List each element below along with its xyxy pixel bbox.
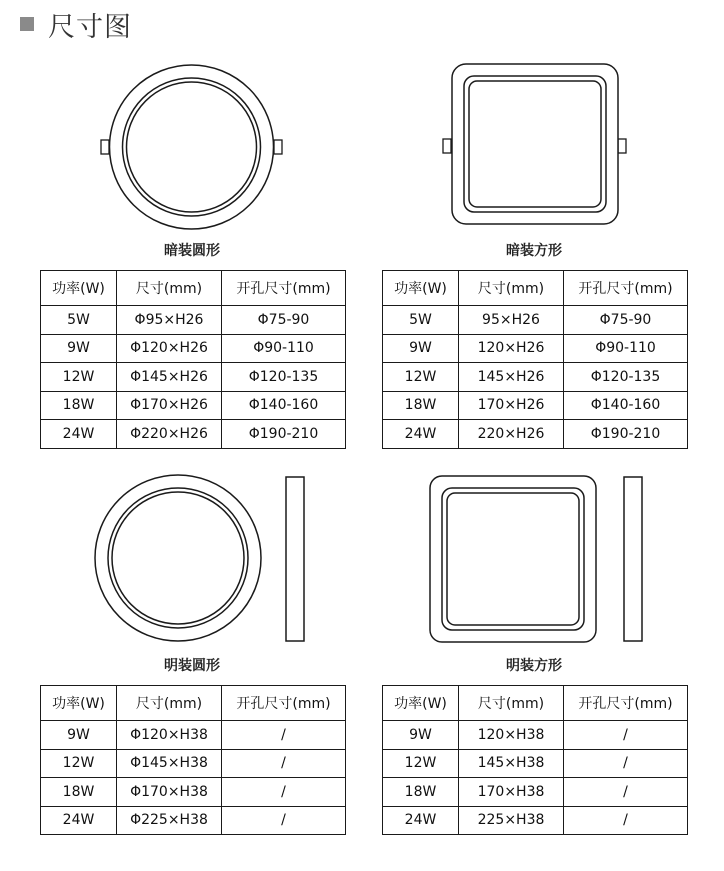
table-header-row (383, 686, 688, 721)
table-row (383, 334, 688, 363)
cell-power: 24W (383, 420, 459, 449)
cell-size: 170×H26 (459, 391, 564, 420)
cell-size: 120×H26 (459, 334, 564, 363)
table-row (41, 363, 346, 392)
cell-power: 9W (383, 721, 459, 750)
mounting-clip-right (618, 139, 626, 153)
cell-size: Φ170×H38 (117, 778, 222, 807)
caption-recessed-round: 暗装圆形 (164, 243, 220, 259)
outer-frame (452, 64, 618, 224)
table-header-row (41, 271, 346, 306)
mounting-clip-left (101, 140, 109, 154)
table-header-row (41, 686, 346, 721)
table-row (383, 749, 688, 778)
cell-cutout: / (222, 721, 346, 750)
mounting-clip-left (443, 139, 451, 153)
cell-cutout: / (564, 806, 688, 835)
bullet-square-icon (20, 17, 34, 31)
surface-round-table (40, 685, 346, 835)
page-title: 尺寸图 (48, 11, 132, 43)
recessed-square-drawing (438, 62, 632, 228)
caption-recessed-square: 暗装方形 (506, 243, 562, 259)
table-row (41, 306, 346, 335)
cell-size: 220×H26 (459, 420, 564, 449)
table-row (41, 391, 346, 420)
table-row (41, 420, 346, 449)
table-row (383, 778, 688, 807)
cell-cutout: Φ75-90 (564, 306, 688, 335)
header-power: 功率(W) (41, 271, 117, 306)
table-row (383, 721, 688, 750)
cell-size: Φ225×H38 (117, 806, 222, 835)
cell-power: 18W (41, 391, 117, 420)
cell-power: 9W (383, 334, 459, 363)
side-profile (624, 477, 642, 641)
table-header-row (383, 271, 688, 306)
cell-cutout: Φ75-90 (222, 306, 346, 335)
side-profile (286, 477, 304, 641)
cell-cutout: / (222, 778, 346, 807)
cell-size: Φ170×H26 (117, 391, 222, 420)
cell-power: 9W (41, 334, 117, 363)
cell-power: 18W (383, 778, 459, 807)
cell-cutout: Φ120-135 (222, 363, 346, 392)
header-power: 功率(W) (383, 271, 459, 306)
mounting-clip-right (274, 140, 282, 154)
cell-cutout: / (222, 806, 346, 835)
cell-size: Φ95×H26 (117, 306, 222, 335)
table-row (41, 334, 346, 363)
cell-size: Φ120×H38 (117, 721, 222, 750)
surface-round-drawing (94, 474, 308, 644)
cell-cutout: Φ190-210 (564, 420, 688, 449)
header-cutout: 开孔尺寸(mm) (564, 686, 688, 721)
cell-cutout: Φ90-110 (222, 334, 346, 363)
table-row (383, 420, 688, 449)
outer-rim (110, 65, 274, 229)
table-row (383, 391, 688, 420)
cell-power: 5W (41, 306, 117, 335)
cell-cutout: / (564, 749, 688, 778)
cell-power: 5W (383, 306, 459, 335)
cell-power: 9W (41, 721, 117, 750)
caption-surface-round: 明装圆形 (164, 658, 220, 674)
cell-power: 12W (41, 363, 117, 392)
cell-power: 24W (383, 806, 459, 835)
header-size: 尺寸(mm) (117, 271, 222, 306)
cell-power: 24W (41, 806, 117, 835)
caption-surface-square: 明装方形 (506, 658, 562, 674)
table-row (41, 721, 346, 750)
table-row (41, 806, 346, 835)
cell-size: 95×H26 (459, 306, 564, 335)
cell-power: 24W (41, 420, 117, 449)
cell-size: Φ145×H26 (117, 363, 222, 392)
outer-rim (95, 475, 261, 641)
cell-power: 12W (383, 363, 459, 392)
outer-frame (430, 476, 596, 642)
header-size: 尺寸(mm) (459, 271, 564, 306)
cell-size: Φ145×H38 (117, 749, 222, 778)
cell-size: 145×H26 (459, 363, 564, 392)
header-cutout: 开孔尺寸(mm) (222, 686, 346, 721)
cell-size: Φ120×H26 (117, 334, 222, 363)
header-size: 尺寸(mm) (117, 686, 222, 721)
cell-size: 170×H38 (459, 778, 564, 807)
cell-size: 120×H38 (459, 721, 564, 750)
table-row (383, 306, 688, 335)
cell-cutout: Φ90-110 (564, 334, 688, 363)
cell-size: 225×H38 (459, 806, 564, 835)
cell-power: 18W (41, 778, 117, 807)
cell-cutout: Φ120-135 (564, 363, 688, 392)
recessed-round-table (40, 270, 346, 449)
header-cutout: 开孔尺寸(mm) (564, 271, 688, 306)
table-row (383, 806, 688, 835)
cell-power: 12W (41, 749, 117, 778)
header-power: 功率(W) (383, 686, 459, 721)
table-row (41, 778, 346, 807)
cell-size: Φ220×H26 (117, 420, 222, 449)
cell-power: 18W (383, 391, 459, 420)
cell-cutout: Φ190-210 (222, 420, 346, 449)
cell-power: 12W (383, 749, 459, 778)
section-header (20, 8, 132, 43)
cell-cutout: / (564, 778, 688, 807)
header-size: 尺寸(mm) (459, 686, 564, 721)
recessed-square-table (382, 270, 688, 449)
cell-size: 145×H38 (459, 749, 564, 778)
surface-square-drawing (428, 474, 646, 644)
cell-cutout: Φ140-160 (564, 391, 688, 420)
cell-cutout: Φ140-160 (222, 391, 346, 420)
table-row (383, 363, 688, 392)
table-row (41, 749, 346, 778)
header-cutout: 开孔尺寸(mm) (222, 271, 346, 306)
cell-cutout: / (564, 721, 688, 750)
header-power: 功率(W) (41, 686, 117, 721)
cell-cutout: / (222, 749, 346, 778)
recessed-round-drawing (96, 68, 292, 236)
surface-square-table (382, 685, 688, 835)
